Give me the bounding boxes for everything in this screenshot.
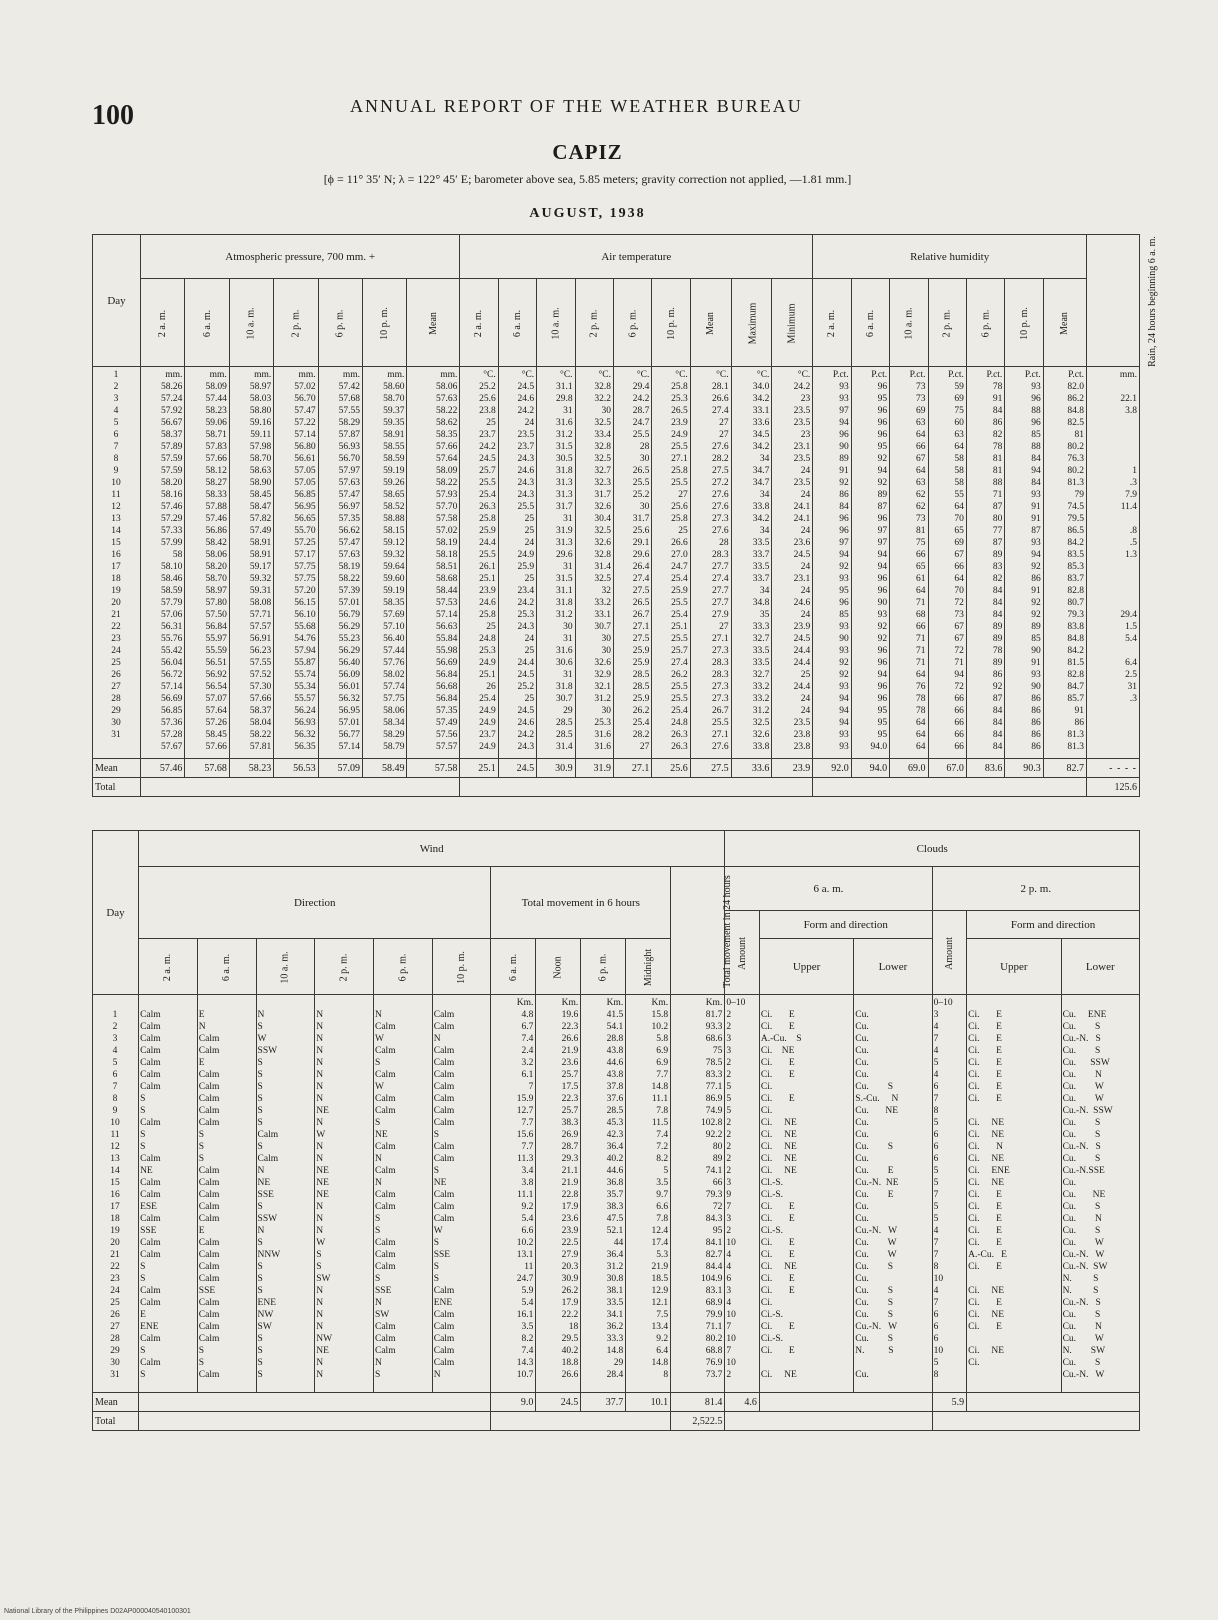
humidity-column: P.ct. 93 96 88 96 85 88 84 94 84 93 91 91 87 93 94 92 86 91 92 92 89 85 90 91 93 90 86 86 86 86 86 [1005, 367, 1043, 759]
pressure-col-header: 10 a. m. [229, 279, 273, 367]
movement-col-header: 6 p. m. [581, 939, 626, 995]
wind-direction-column: Calm Calm N Calm Calm Calm Calm Calm Calm Calm S Calm Calm S NE Calm Calm Calm W S SSE S S Calm ENE Calm Calm Calm Calm Calm N [432, 995, 491, 1393]
temp-col-header: Maximum [731, 279, 772, 367]
temp-col-header: 2 a. m. [460, 279, 498, 367]
clouds-6am-header: 6 a. m. [725, 867, 932, 911]
temp-col-header: 10 a. m. [537, 279, 575, 367]
lower-header: Lower [854, 939, 932, 995]
pressure-column: mm. 58.09 57.44 58.23 59.06 58.71 57.83 57.66 58.12 58.27 58.33 57.88 57.46 56.86 58.42 58.06 58.20 58.70 58.97 57.80 57.50 56.84 55.97 55.59 56.51 56.92 56.54 57.07 57.64 57.26 58.45 57.66 [185, 367, 229, 759]
wind-movement-column: Km. 19.6 22.3 26.6 21.9 23.6 25.7 17.5 22.3 25.7 38.3 26.9 28.7 29.3 21.1 21.9 22.8 17.9 23.6 23.9 22.5 27.9 20.3 30.9 26.2 17.9 22.2 18 29.5 40.2 18.8 26.6 [536, 995, 581, 1393]
movement-col-header: Midnight [626, 939, 671, 995]
station-coordinates: [ϕ = 11° 35′ N; λ = 122° 45′ E; barometer above sea, 5.85 meters; gravity correction not applied, —1.81 mm.] [323, 172, 852, 186]
humidity-col-header: Mean [1043, 279, 1086, 367]
temp-col-header: Mean [690, 279, 731, 367]
temp-col-header: 6 a. m. [498, 279, 536, 367]
form-direction-header: Form and direction [759, 911, 932, 939]
temp-column: °C. 32.8 32.2 30 32.5 33.4 32.8 32.5 32.7 32.3 31.7 32.6 30.4 32.5 32.6 32.8 31.4 32.5 32 33.2 33.1 30.7 30 30 32.6 32.9 32.1 31.2 30 25.3 31.6 31.6 [575, 367, 613, 759]
wind-movement-column: Km. 41.5 54.1 28.8 43.8 44.6 43.8 37.8 37.6 28.5 45.3 42.3 36.4 40.2 44.6 36.8 35.7 38.3 47.5 52.1 44 36.4 31.2 30.8 38.1 33.5 34.1 36.2 33.3 14.8 29 28.4 [581, 995, 626, 1393]
pressure-col-header: 2 a. m. [141, 279, 185, 367]
upper-header: Upper [759, 939, 853, 995]
temperature-group-header: Air temperature [460, 235, 813, 279]
mean-row: Mean 9.0 24.5 37.7 10.1 81.4 4.6 5.9 [93, 1393, 1140, 1412]
pressure-col-header: 6 a. m. [185, 279, 229, 367]
movement-col-header: 6 a. m. [491, 939, 536, 995]
clouds-2pm-header: 2 p. m. [932, 867, 1139, 911]
wind-direction-column: Calm Calm Calm Calm Calm Calm Calm S S Calm S S Calm NE Calm Calm ESE Calm SSE Calm Calm S S Calm Calm E ENE Calm S Calm S [139, 995, 198, 1393]
wind-group-header: Wind [139, 831, 725, 867]
station-name: CAPIZ [552, 140, 623, 164]
pressure-temperature-humidity-table [92, 234, 1158, 797]
movement-col-header: Noon [536, 939, 581, 995]
humidity-group-header: Relative humidity [813, 235, 1087, 279]
day-numbers: 1 2 3 4 5 6 7 8 9 10 11 12 13 14 15 16 17 18 19 20 21 22 23 24 25 26 27 28 29 30 31 [93, 367, 141, 759]
rain-header: Rain, 24 hours beginning 6 a. m. [1087, 235, 1140, 367]
humidity-column: P.ct. 93 93 97 94 96 90 89 91 92 86 84 96 96 97 94 92 93 95 96 85 93 90 93 92 92 93 94 94 94 93 93 [813, 367, 851, 759]
cloud-upper-2pm-column: Ci. E Ci. E Ci. E Ci. E Ci. E Ci. E Ci. E Ci. E Ci. NE Ci. NE Ci. N Ci. NE Ci. ENE Ci. NE Ci. E Ci. E Ci. E Ci. E Ci. E A.-Cu. E Ci. E Ci. NE Ci. E Ci. NE Ci. E Ci. NE Ci. [967, 995, 1061, 1393]
report-title: ANNUAL REPORT OF THE WEATHER BUREAU [350, 96, 803, 116]
lower-header: Lower [1061, 939, 1139, 995]
rain-total: 125.6 [1087, 778, 1140, 797]
temp-column: °C. 25.2 25.6 23.8 25 23.7 24.2 24.5 25.7 25.5 25.4 26.3 25.8 25.9 24.4 25.5 26.1 25.1 23.9 24.6 25.8 25 24.8 25.3 24.9 25.1 26 25.4 24.9 24.9 23.7 24.9 [460, 367, 498, 759]
temp-maximum-column: °C. 34.0 34.2 33.1 33.6 34.5 34.2 34 34.7 34.7 34 33.8 34.2 34 33.5 33.7 33.5 33.7 34 34.8 35 33.3 32.7 33.5 33.5 32.7 33.2 33.2 31.2 32.5 32.6 33.8 [731, 367, 772, 759]
temp-mean-column: °C. 28.1 26.6 27.4 27 27 27.6 28.2 27.5 27.2 27.6 27.6 27.3 27.6 28 28.3 27.7 27.4 27.7 27.7 27.9 27 27.1 27.3 28.3 28.3 27.3 27.3 26.7 25.5 27.1 27.6 [690, 367, 731, 759]
day-header: Day [93, 831, 139, 995]
wind-movement-column: Km. 4.8 6.7 7.4 2.4 3.2 6.1 7 15.9 12.7 7.7 15.6 7.7 11.3 3.4 3.8 11.1 9.2 5.4 6.6 10.2 13.1 11 24.7 5.9 5.4 16.1 3.5 8.2 7.4 14.3 10.7 [491, 995, 536, 1393]
temp-minimum-column: °C. 24.2 23 23.5 23.5 23 23.1 23.5 24 23.5 24 24.1 24.1 24 23.6 24.5 24 23.1 24 24.6 24 23.9 24.5 24.4 24.4 25 24.4 24 24 23.5 23.8 23.8 [772, 367, 813, 759]
form-direction-header: Form and direction [967, 911, 1140, 939]
pressure-column: mm. 58.60 58.70 59.37 59.35 58.91 58.55 58.59 59.19 59.26 58.65 58.52 58.88 58.15 59.12 59.32 59.64 59.60 59.19 58.35 57.69 57.10 56.40 57.44 57.76 58.02 57.74 57.75 58.06 58.34 58.29 58.79 [363, 367, 407, 759]
wind-direction-column: N S W SSW S S S S S S Calm S Calm N NE SSE S SSW N S NNW S S S ENE NW SW S S S S [256, 995, 315, 1393]
humidity-mean-column: P.ct. 82.0 86.2 84.8 82.5 81 80.2 76.3 80.2 81.3 79 74.5 79.5 86.5 84.2 83.5 85.3 83.7 82.8 80.7 79.3 83.8 84.8 84.2 81.5 82.8 84.7 85.7 91 86 81.3 81.3 [1043, 367, 1086, 759]
pressure-column: mm. 57.42 57.68 57.55 58.29 57.87 56.93 56.70 57.97 57.63 57.47 56.97 57.35 56.62 57.47 57.63 58.19 58.22 57.39 57.01 56.79 56.29 55.23 56.29 56.40 56.09 56.01 56.32 56.95 57.01 56.77 57.14 [318, 367, 362, 759]
wind-movement-column: Km. 15.8 10.2 5.8 6.9 6.9 7.7 14.8 11.1 7.8 11.5 7.4 7.2 8.2 5 3.5 9.7 6.6 7.8 12.4 17.4 5.3 21.9 18.5 12.9 12.1 7.5 13.4 9.2 6.4 14.8 8 [626, 995, 671, 1393]
pressure-col-header: 2 p. m. [274, 279, 318, 367]
total-row: Total 2,522.5 [93, 1412, 1140, 1431]
page-number: 100 [92, 100, 134, 131]
movement24-header: Total movement in 24 hours [671, 867, 725, 995]
clouds-group-header: Clouds [725, 831, 1140, 867]
wind-movement24-column: Km. 81.7 93.3 68.6 75 78.5 83.3 77.1 86.9 74.9 102.8 92.2 80 89 74.1 66 79.3 72 84.3 95 84.1 82.7 84.4 104.9 83.1 68.9 79.9 71.1 80.2 68.8 76.9 73.7 [671, 995, 725, 1393]
direction-col-header: 6 a. m. [197, 939, 256, 995]
pressure-col-header: 6 p. m. [318, 279, 362, 367]
cloud-upper-6am-column: Ci. E Ci. E A.-Cu. S Ci. NE Ci. E Ci. E Ci. Ci. E Ci. Ci. NE Ci. NE Ci. NE Ci. NE Ci. NE Cl.-S. Ci.-S. Ci. E Ci. E Ci.-S. Ci. E Ci. E Ci. NE Ci. E Ci. E Ci. Ci.-S. Ci. E Ci.-S. Ci. E Ci. NE [759, 995, 853, 1393]
day-numbers: 1 2 3 4 5 6 7 8 9 10 11 12 13 14 15 16 17 18 19 20 21 22 23 24 25 26 27 28 29 30 31 [93, 995, 139, 1393]
wind-direction-column: N N N N N N N N NE N W N N NE NE NE N N N W S S SW N N N N NW NE N N [315, 995, 374, 1393]
cloud-lower-2pm-column: Cu. ENE Cu. S Cu.-N. S Cu. S Cu. SSW Cu. N Cu. W Cu. W Cu.-N. SSW Cu. S Cu. S Cu.-N. S Cu. S Cu.-N.SSE Cu. Cu. NE Cu. S Cu. N Cu. S Cu. W Cu.-N. W Cu.-N. SW N. S N. S Cu.-N. S Cu. S Cu. N Cu. W N. SW Cu. S Cu.-N. W [1061, 995, 1139, 1393]
wind-direction-column: N Calm W Calm S Calm W Calm Calm S NE Calm N Calm N Calm Calm S S Calm Calm Calm S SSE N SW Calm Calm Calm N S [374, 995, 433, 1393]
pressure-column: mm. 58.97 58.03 58.80 59.16 59.11 57.98 58.70 58.63 58.90 58.45 58.47 57.82 57.49 58.91 58.91 59.17 59.32 59.31 58.08 57.71 57.57 56.91 56.23 57.55 57.52 57.30 57.66 58.37 58.04 58.22 57.81 [229, 367, 273, 759]
temp-col-header: 6 p. m. [613, 279, 651, 367]
amount-header: Amount [932, 911, 967, 995]
humidity-col-header: 2 p. m. [928, 279, 966, 367]
upper-header: Upper [967, 939, 1061, 995]
humidity-column: P.ct. 73 73 69 63 64 66 67 64 63 62 62 73 81 75 66 65 61 64 71 68 66 71 71 71 64 76 78 78 64 64 64 [890, 367, 928, 759]
report-period: AUGUST, 1938 [529, 206, 646, 221]
humidity-column: P.ct. 59 69 75 60 63 64 58 58 58 55 64 70 65 69 67 66 64 70 72 73 67 67 72 71 94 72 66 66 66 66 66 [928, 367, 966, 759]
pressure-col-header: Mean [407, 279, 460, 367]
temp-column: °C. 25.8 25.3 26.5 23.9 24.9 25.5 27.1 25.8 25.5 27 25.6 25.8 25 26.6 27.0 24.7 25.4 25.9 25.5 25.4 25.1 25.5 25.7 27.4 26.2 25.5 25.5 25.4 24.8 26.3 26.3 [652, 367, 690, 759]
movement24-total: 2,522.5 [671, 1412, 725, 1431]
temp-column: °C. 29.4 24.2 28.7 24.7 25.5 28 30 26.5 25.5 25.2 30 31.7 25.6 29.1 29.6 26.4 27.4 27.5 26.5 26.7 27.1 27.5 25.9 25.9 28.5 28.5 25.9 26.2 25.4 28.2 27 [613, 367, 651, 759]
temp-col-header: 10 p. m. [652, 279, 690, 367]
cloud-lower-6am-column: Cu. Cu. Cu. Cu. Cu. Cu. Cu. S S.-Cu. N Cu. NE Cu. Cu. Cu. S Cu. Cu. E Cu.-N. NE Cu. E Cu. Cu. Cu.-N. W Cu. W Cu. W Cu. S Cu. Cu. S Cu. S Cu. S Cu.-N. W Cu. S N. S Cu. [854, 995, 932, 1393]
pressure-column: mm. 58.26 57.24 57.92 56.67 58.37 57.89 57.59 57.59 58.20 58.16 57.46 57.29 57.33 57.99 58 58.10 58.46 58.59 57.79 57.06 56.31 55.76 55.42 56.04 56.72 57.14 56.69 56.85 57.36 57.28 57.67 [141, 367, 185, 759]
wind-clouds-table [92, 830, 1140, 1431]
pressure-column: mm. 57.02 56.70 57.47 57.22 57.14 56.80 56.61 57.05 57.05 56.85 56.95 56.65 55.70 57.25 57.17 57.75 57.75 57.20 56.15 56.10 55.68 54.76 57.94 55.87 55.74 55.34 55.57 56.24 56.93 56.32 56.35 [274, 367, 318, 759]
cloud-amount-6am-column: 0–10 2 2 3 3 2 2 5 5 5 2 2 2 2 2 3 9 7 3 2 10 4 4 6 3 4 10 7 10 7 10 2 [725, 995, 760, 1393]
humidity-col-header: 10 a. m. [890, 279, 928, 367]
humidity-col-header: 10 p. m. [1005, 279, 1043, 367]
humidity-column: P.ct. 96 95 96 96 96 95 92 94 92 89 87 96 97 97 94 94 96 96 90 93 92 92 96 96 94 96 96 95 95 95 94.0 [851, 367, 889, 759]
direction-col-header: 10 a. m. [256, 939, 315, 995]
movement-header: Total movement in 6 hours [491, 867, 671, 939]
humidity-column: P.ct. 78 91 84 86 82 78 81 81 88 71 87 80 77 87 89 83 82 84 84 84 89 89 78 89 86 92 87 84 84 84 84 [966, 367, 1004, 759]
direction-col-header: 2 a. m. [139, 939, 198, 995]
direction-header: Direction [139, 867, 491, 939]
temp-column: °C. 31.1 29.8 31 31.6 31.2 31.5 30.5 31.8 31.3 31.3 31.7 31 31.9 31.3 29.6 31 31.5 31.1 31.8 31.2 30 31 31.6 30.6 31 31.8 30.7 29 28.5 28.5 31.4 [537, 367, 575, 759]
library-footer: National Library of the Philippines D02AP000040540100301 [4, 1608, 191, 1615]
humidity-col-header: 6 p. m. [966, 279, 1004, 367]
temp-column: °C. 24.5 24.6 24.2 24 23.5 23.7 24.3 24.6 24.3 24.3 25.5 25 25 24 24.9 25.9 25 23.4 24.2 25.3 24.3 24 25 24.4 24.5 25.2 25 24.5 24.6 24.2 24.3 [498, 367, 536, 759]
mean-row: Mean 57.46 57.68 58.23 56.53 57.09 58.49 57.58 25.1 24.5 30.9 31.9 27.1 25.6 27.5 33.6 23.9 92.0 94.0 69.0 67.0 83.6 90.3 82.7 - - - - [93, 759, 1140, 778]
temp-col-header: 2 p. m. [575, 279, 613, 367]
day-header: Day [93, 235, 141, 367]
pressure-col-header: 10 p. m. [363, 279, 407, 367]
humidity-col-header: 2 a. m. [813, 279, 851, 367]
wind-direction-column: E N Calm Calm E Calm Calm Calm Calm Calm S S S Calm Calm Calm Calm Calm E Calm Calm Calm Calm SSE Calm Calm Calm Calm S S Calm [197, 995, 256, 1393]
total-row: Total 125.6 [93, 778, 1140, 797]
temp-col-header: Minimum [772, 279, 813, 367]
pressure-mean-column: mm. 58.06 57.63 58.22 58.62 58.35 57.66 57.64 58.09 58.22 57.93 57.70 57.58 57.02 58.19 58.18 58.51 58.68 58.44 57.53 57.14 56.63 55.84 55.98 56.69 56.84 56.68 56.84 57.35 57.49 57.56 57.57 [407, 367, 460, 759]
direction-col-header: 10 p. m. [432, 939, 491, 995]
pressure-group-header: Atmospheric pressure, 700 mm. + [141, 235, 460, 279]
humidity-col-header: 6 a. m. [851, 279, 889, 367]
cloud-amount-2pm-column: 0–10 3 4 7 4 5 4 6 7 8 5 6 6 6 5 5 7 5 5 4 7 7 8 10 4 7 6 6 6 10 5 8 [932, 995, 967, 1393]
direction-col-header: 6 p. m. [374, 939, 433, 995]
direction-col-header: 2 p. m. [315, 939, 374, 995]
rain-column: mm. 22.1 3.8 1 .3 7.9 11.4 .8 .5 1.3 29.4 1.5 5.4 6.4 2.5 31 .3 [1087, 367, 1140, 759]
amount-header: Amount [725, 911, 760, 995]
